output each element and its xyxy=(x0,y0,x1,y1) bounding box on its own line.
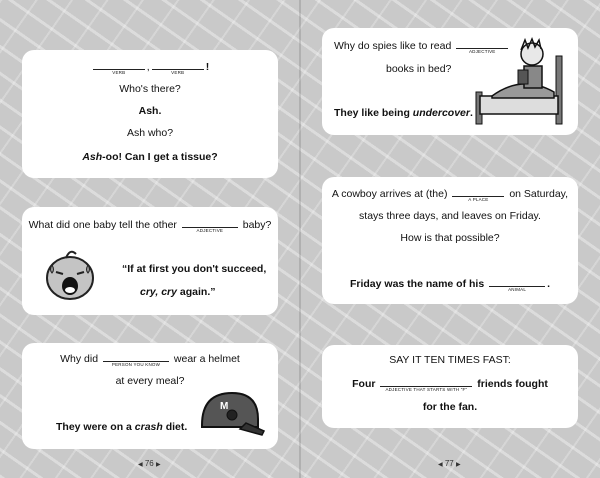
quote-line-1: “If at first you don't succeed, xyxy=(122,263,267,275)
page-number-left: ◀ 76 ▶ xyxy=(138,459,161,468)
helmet-question-line-2: at every meal? xyxy=(115,375,185,387)
svg-text:M: M xyxy=(220,401,229,412)
joke-card-ash xyxy=(22,50,278,178)
spies-question-line-2: books in bed? xyxy=(386,63,452,75)
cowboy-question-line-3: How is that possible? xyxy=(400,232,500,244)
joke-card-cowboy xyxy=(322,177,578,304)
joke-card-baby xyxy=(22,207,278,315)
tongue-twister-line-3: for the fan. xyxy=(422,401,478,413)
cowboy-question: A cowboy arrives at (the) A PLACE on Saturday, xyxy=(331,188,569,202)
tongue-twister-card xyxy=(322,345,578,428)
animal-blank[interactable]: ANIMAL xyxy=(489,277,545,287)
f-adjective-blank[interactable]: ADJECTIVE THAT STARTS WITH "F" xyxy=(380,377,472,387)
page-spine xyxy=(299,0,301,478)
knock-line-ash-who: Ash who? xyxy=(126,127,174,139)
crying-baby-icon xyxy=(40,245,100,303)
joke-card-helmet xyxy=(22,343,278,449)
page-number-right: ◀ 77 ▶ xyxy=(438,459,461,468)
spies-answer: They like being undercover. xyxy=(334,107,473,119)
spies-question: Why do spies like to read ADJECTIVE xyxy=(334,39,510,52)
helmet-answer: They were on a crash diet. xyxy=(56,421,188,433)
joke-answer: Ash-oo! Can I get a tissue? xyxy=(82,151,218,163)
adjective-blank[interactable]: ADJECTIVE xyxy=(182,218,238,228)
place-blank[interactable]: A PLACE xyxy=(452,187,504,197)
tongue-twister-line-2: Four ADJECTIVE THAT STARTS WITH "F" friends fought xyxy=(352,378,548,392)
verb-blanks-line: VERB , VERB ! xyxy=(22,60,278,73)
tongue-twister-title: SAY IT TEN TIMES FAST: xyxy=(389,354,511,366)
helmet-question: Why did PERSON YOU KNOW wear a helmet xyxy=(60,353,240,367)
knock-line-whos-there: Who's there? xyxy=(119,83,181,95)
knock-line-ash: Ash. xyxy=(138,105,162,117)
verb-blank-1[interactable]: VERB xyxy=(93,60,145,70)
cowboy-question-line-2: stays three days, and leaves on Friday. xyxy=(359,210,541,222)
spies-adjective-blank[interactable]: ADJECTIVE xyxy=(456,39,508,49)
baby-question: What did one baby tell the other ADJECTIVE baby? xyxy=(28,219,272,233)
kid-in-bed-icon xyxy=(472,36,568,128)
verb-blank-2[interactable]: VERB xyxy=(152,60,204,70)
quote-line-2: cry, cry again.” xyxy=(140,286,216,298)
cowboy-answer: Friday was the name of his ANIMAL . xyxy=(349,278,551,292)
joke-card-spies xyxy=(322,28,578,135)
person-blank[interactable]: PERSON YOU KNOW xyxy=(103,352,169,362)
baseball-helmet-icon xyxy=(194,387,266,437)
